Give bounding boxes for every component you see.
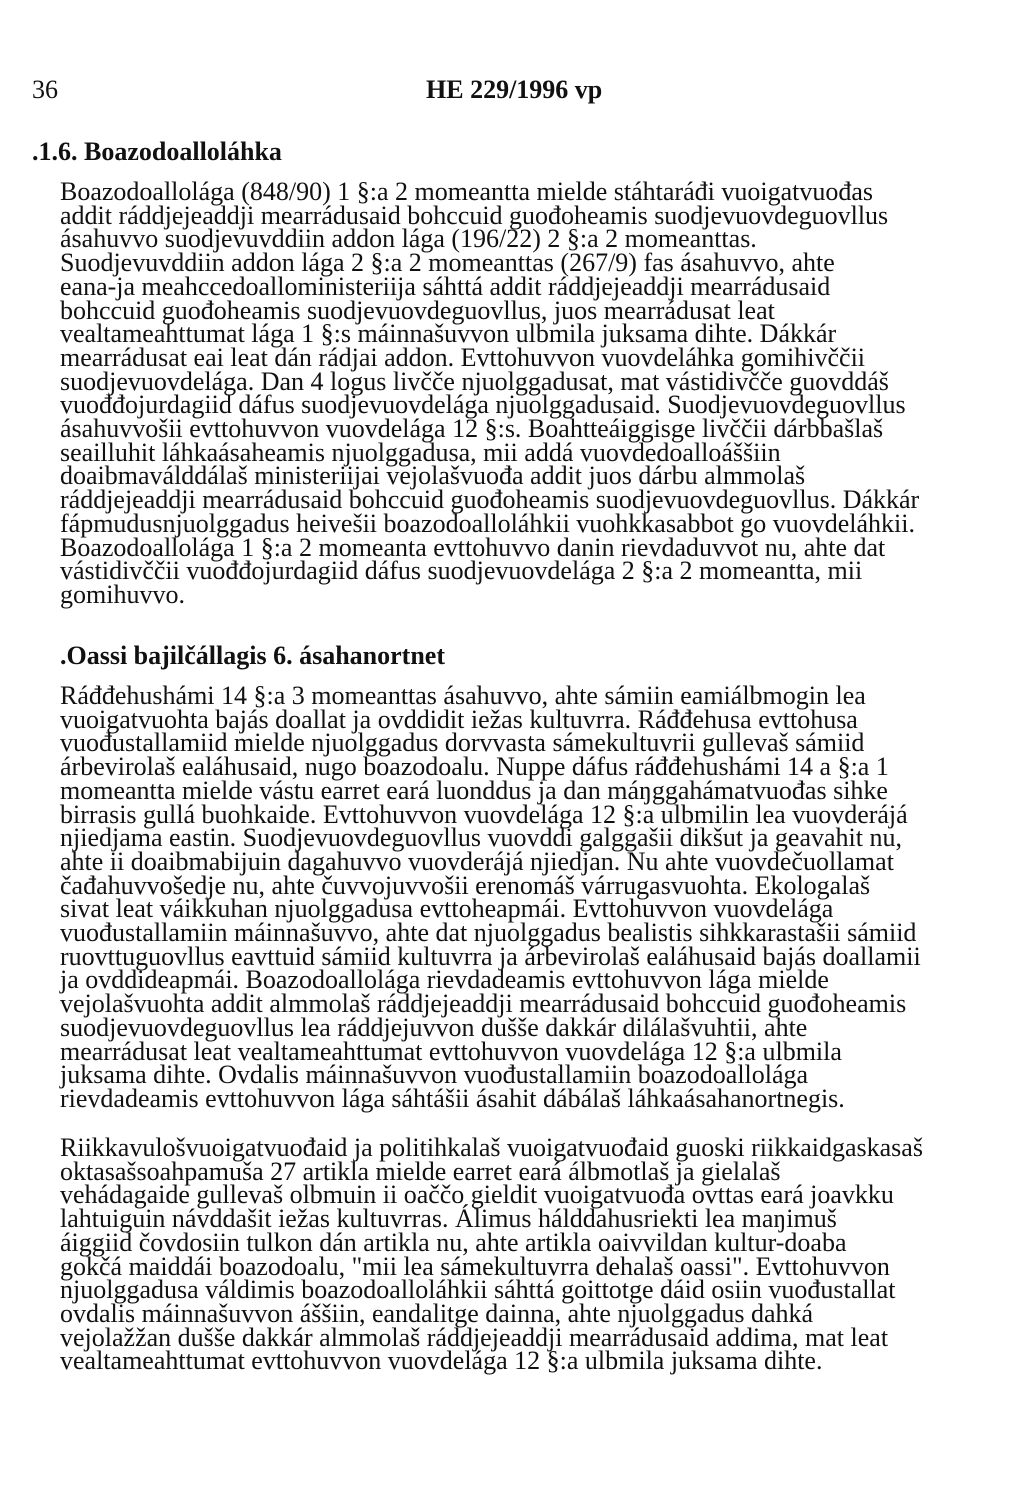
- text-line: birrasis gullá buohkaide. Evttohuvvon vuovdelága 12 §:a ulbmilin lea vuovderájá: [60, 799, 908, 829]
- text-line: rievdadeamis evttohuvvon lága sáhtášii ásahit dábálaš láhkaásahanortnegis.: [60, 1083, 845, 1113]
- text-line: vástidivččii vuođđojurdagiid dáfus suodjevuovdelága 2 §:a 2 momeantta, mii: [60, 556, 863, 586]
- text-line: ásahuvvo suodjevuvddiin addon lága (196/22) 2 §:a 2 momeanttas.: [60, 224, 757, 254]
- text-line: vuođustallamiin máinnašuvvo, ahte dat njuolggadus bealistis sihkkarastašii sámiid: [60, 918, 917, 948]
- text-line: Riikkavulošvuoigatvuođaid ja politihkalaš vuoigatvuođaid guoski riikkaidgaskasaš: [60, 1133, 923, 1162]
- text-line: eana-ja meahccedoalloministeriija sáhttá addit ráddjejeaddji mearrádusaid: [60, 271, 831, 301]
- text-line: vuođđojurdagiid dáfus suodjevuovdelága njuolggadusaid. Suodjevuovdeguovllus: [60, 390, 906, 420]
- section-heading: .1.6. Boazodoalloláhka: [32, 137, 282, 166]
- text-line: sivat leat váikkuhan njuolggadusa evttoheapmái. Evttohuvvon vuovdelága: [60, 894, 834, 924]
- text-line: njuolggadusa váldimis boazodoalloláhkii sáhttá goittotge dáid osiin vuođustallat: [60, 1275, 896, 1305]
- text-line: fápmudusnjuolggadus heivešii boazodoalloláhkii vuohkkasabbot go vuovdeláhkii.: [60, 508, 915, 538]
- text-line: momeantta mielde vástu earret eará luonddus ja dan máŋggahámatvuođas sihke: [60, 775, 888, 805]
- text-line: áiggiid čovdosiin tulkon dán artikla nu, ahte artikla oaivvildan kultur-doaba: [60, 1227, 847, 1257]
- text-line: bohccuid guođoheamis suodjevuovdeguovllus, juos mearrádusat leat: [60, 295, 775, 325]
- document-id: HE 229/1996 vp: [426, 75, 603, 104]
- subsection-heading: .Oassi bajilčállagis 6. ásahanortnet: [60, 641, 445, 670]
- text-line: árbevirolaš ealáhusaid, nugo boazodoalu. Nuppe dáfus ráđđehushámi 14 a §:a 1: [60, 752, 889, 782]
- text-line: vejolašvuohta addit almmolaš ráddjejeaddji mearrádusaid bohccuid guođoheamis: [60, 989, 907, 1019]
- text-line: vealtameahttumat lága 1 §:s máinnašuvvon ulbmila juksama dihte. Dákkár: [60, 319, 837, 349]
- text-line: oktasašsoahpamuša 27 artikla mielde earret eará álbmotlaš ja gielalaš: [60, 1156, 781, 1186]
- text-line: vuoigatvuohta bajás doallat ja ovddidit iežas kultuvrra. Ráđđehusa evttohusa: [60, 704, 858, 734]
- text-line: ahte ii doaibmabijuin dagahuvvo vuovderájá njiedjan. Nu ahte vuovdečuollamat: [60, 846, 894, 876]
- text-line: Boazodoallolága 1 §:a 2 momeanta evttohuvvo danin rievdaduvvot nu, ahte dat: [60, 532, 886, 562]
- text-line: Suodjevuvddiin addon lága 2 §:a 2 momeanttas (267/9) fas ásahuvvo, ahte: [60, 248, 835, 278]
- text-line: ovdalis máinnašuvvon áššiin, eandalitge dainna, ahte njuolggadus dahká: [60, 1298, 814, 1328]
- text-line: vejolažžan dušše dakkár almmolaš ráddjejeaddji mearrádusaid addima, mat leat: [60, 1322, 889, 1352]
- text-line: čađahuvvošedje nu, ahte čuvvojuvvošii erenomáš várrugasvuohta. Ekologalaš: [60, 870, 871, 900]
- text-line: seailluhit láhkaásaheamis njuolggadusa, mii addá vuovdedoalloáššiin: [60, 437, 781, 467]
- text-line: gokčá maiddái boazodoalu, "mii lea sámekultuvrra dehalaš oassi". Evttohuvvon: [60, 1251, 890, 1281]
- paragraph-1: [60, 177, 960, 609]
- text-line: Ráđđehushámi 14 §:a 3 momeanttas ásahuvvo, ahte sámiin eamiálbmogin lea: [60, 681, 866, 710]
- text-line: ruovttuguovllus eavttuid sámiid kultuvrra ja árbevirolaš ealáhusaid bajás doallamii: [60, 941, 921, 971]
- text-line: suodjevuovdeguovllus lea ráddjejuvvon dušše dakkár dilálašvuhtii, ahte: [60, 1012, 808, 1042]
- text-line: lahtuiguin návddašit iežas kultuvrras. Álimus hálddahusriekti lea maŋimuš: [60, 1204, 837, 1234]
- text-line: vuođustallamiid mielde njuolggadus dorvvasta sámekultuvrii gullevaš sámiid: [60, 728, 865, 758]
- paragraph-3: [60, 1133, 960, 1376]
- page-number: 36: [32, 75, 58, 104]
- text-line: gomihuvvo.: [60, 579, 185, 609]
- text-line: doaibmaválddálaš ministeriijai vejolašvuođa addit juos dárbu almmolaš: [60, 461, 806, 491]
- text-line: ásahuvvošii evttohuvvon vuovdelága 12 §:s. Boahtteáiggisge livččii dárbbašlaš: [60, 414, 884, 444]
- text-line: vehádagaide gullevaš olbmuin ii oaččo gieldit vuoigatvuođa ovttas eará joavkku: [60, 1180, 894, 1210]
- text-line: ja ovddideapmái. Boazodoallolága rievdadeamis evttohuvvon lága mielde: [60, 965, 829, 995]
- text-line: mearrádusat eai leat dán rádjai addon. Evttohuvvon vuovdeláhka gomihivččii: [60, 342, 866, 372]
- text-line: mearrádusat leat vealtameahttumat evttohuvvon vuovdelága 12 §:a ulbmila: [60, 1036, 842, 1066]
- text-line: addit ráddjejeaddji mearrádusaid bohccuid guođoheamis suodjevuovdeguovllus: [60, 200, 889, 230]
- text-line: ráddjejeaddji mearrádusaid bohccuid guođoheamis suodjevuovdeguovllus. Dákkár: [60, 485, 920, 515]
- paragraph-2: [60, 681, 960, 1113]
- text-line: suodjevuovdelága. Dan 4 logus livčče njuolggadusat, mat vástidivčče guovddáš: [60, 366, 889, 396]
- page-header: [32, 72, 992, 108]
- text-line: vealtameahttumat evttohuvvon vuovdelága 12 §:a ulbmila juksama dihte.: [60, 1346, 823, 1376]
- text-line: Boazodoallolága (848/90) 1 §:a 2 momeantta mielde stáhtaráđi vuoigatvuođas: [60, 177, 873, 206]
- text-line: juksama dihte. Ovdalis máinnašuvvon vuođustallamiin boazodoallolága: [60, 1060, 809, 1090]
- text-line: njiedjama eastin. Suodjevuovdeguovllus vuovddi galggašii dikšut ja geavahit nu,: [60, 823, 902, 853]
